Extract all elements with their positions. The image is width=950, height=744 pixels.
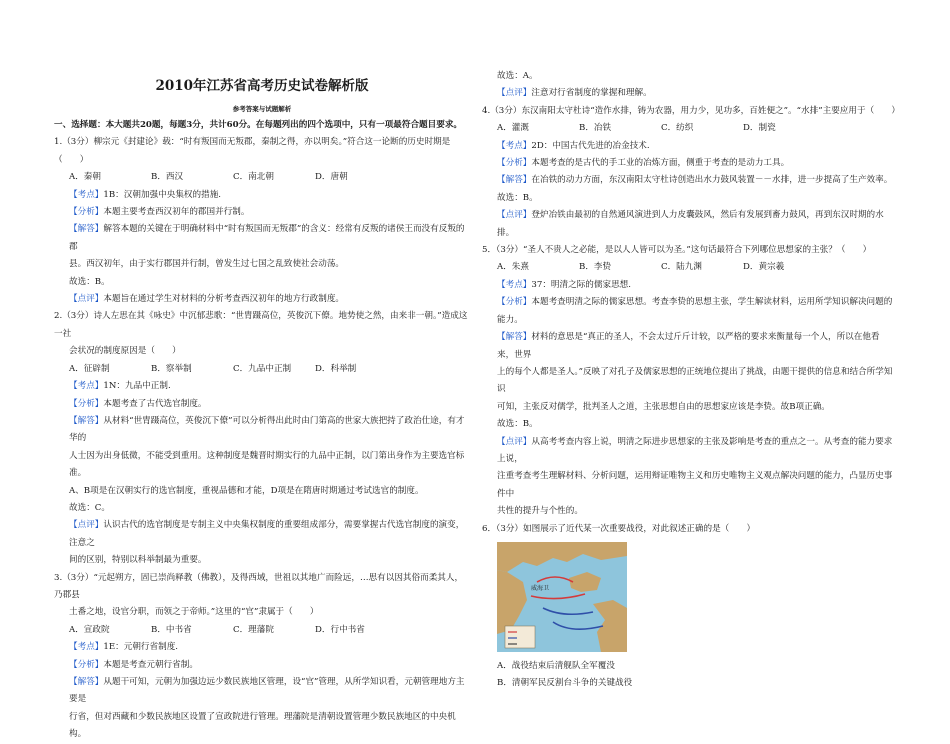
q5-dianping: 【点评】从高考考查内容上说，明清之际进步思想家的主张及影响是考查的重点之一。从考查的能力要求上说，: [497, 436, 893, 464]
q3-options: [54, 622, 470, 639]
q1-jieda-line2: 县。西汉初年，由于实行郡国并行制，曾发生过七国之乱致使社会动荡。: [69, 259, 345, 270]
q5-jieda-line3: 可知，主张反对儒学，批判圣人之道，主张思想自由的思想家应该是李贽。故B项正确。: [497, 401, 830, 412]
page-title: 2010年江苏省高考历史试卷解析版: [155, 78, 369, 94]
q5-fenxi: 【分析】本题考查明清之际的儒家思想。考查李贽的思想主张，学生解读材料，运用所学知识解决问题的能力。: [497, 297, 893, 325]
q1-dianping: 【点评】本题旨在通过学生对材料的分析考查西汉初年的地方行政制度。: [69, 294, 345, 305]
section-heading: 一、选择题：本大题共20题，每题3分，共计60分。在每题列出的四个选项中，只有一项最符合题目要求。: [54, 120, 463, 130]
q2-jieda: 【解答】从材料“世胄蹑高位，英俊沉下僚”可以分析得出此时由门第高的世家大族把持了政治仕途，有才华的: [69, 415, 465, 444]
q2-option-a: A．征辟制: [69, 363, 110, 374]
q1-option-d: D．唐朝: [315, 172, 348, 183]
q4-stem: 4.（3分）东汉南阳太守杜诗“造作水排，铸为农器，用力少，见功多，百姓便之”。“水排”主要应用于（ ）: [482, 105, 900, 116]
q4-kaodian: 【考点】2D：中国古代先进的冶金技术.: [497, 140, 650, 151]
q1-kaodian: 【考点】1B：汉朝加强中央集权的措施.: [69, 189, 222, 200]
q6-option-b: B．清朝军民反割台斗争的关键战役: [497, 678, 633, 689]
q3-answer: 故选：A。: [497, 71, 538, 81]
q3-dianping: 【点评】注意对行省制度的掌握和理解。: [497, 88, 652, 99]
q1-stem: 1.（3分）柳宗元《封建论》载：“时有叛国而无叛郡，秦制之得，亦以明矣。”符合这一论断的历史时期是（ ）: [54, 137, 451, 165]
q4-options: [482, 120, 896, 137]
q5-kaodian: 【考点】37：明清之际的儒家思想.: [497, 279, 631, 290]
q5-answer: 故选：B。: [497, 419, 538, 430]
q5-option-c: C．陆九渊: [661, 262, 702, 273]
q2-dianping-line2: 间的区别，特别以科举制最为重要。: [69, 555, 207, 566]
q5-dianping-line3: 共性的提升与个性的。: [497, 506, 583, 517]
right-column: [482, 0, 900, 693]
map-label-weihaiwei: 威海卫: [531, 584, 550, 592]
q1-option-c: C．南北朝: [233, 172, 274, 183]
q2-fenxi: 【分析】本题考查了古代选官制度。: [69, 398, 207, 409]
q4-option-c: C．纺织: [661, 123, 694, 134]
page-subtitle: 参考答案与试题解析: [232, 105, 292, 113]
q2-jieda-line2: 人士因为出身低微，不能受到重用。这种制度是魏晋时期实行的九品中正制，以门第出身作为主要选官标准。: [69, 450, 465, 479]
q2-option-c: C．九品中正制: [233, 363, 292, 374]
q3-option-c: C．理藩院: [233, 624, 274, 635]
q5-dianping-line2: 注重考查考生理解材料、分析问题，运用辩证唯物主义和历史唯物主义观点解决问题的能力，凸显历史事件中: [497, 471, 893, 499]
q1-options: [54, 169, 470, 186]
q2-option-b: B．察举制: [151, 363, 192, 374]
q3-option-d: D．行中书省: [315, 624, 365, 635]
q5-option-d: D．黄宗羲: [743, 262, 785, 273]
q2-stem: 2.（3分）诗人左思在其《咏史》中沉郁悲歌：“世胄蹑高位，英俊沉下僚。地势使之然，由来非一朝。”造成这一社: [54, 311, 468, 339]
q1-answer: 故选：B。: [69, 276, 110, 287]
q4-option-d: D．制瓷: [743, 123, 776, 134]
q3-option-a: A．宣政院: [69, 624, 110, 635]
q2-answer: 故选：C。: [69, 502, 110, 513]
q4-option-b: B．冶铁: [579, 123, 612, 134]
q2-stem-line2: 会状况的制度原因是（ ）: [69, 346, 181, 357]
q4-jieda: 【解答】在冶铁的动力方面，东汉南阳太守杜诗创造出水力鼓风装置－－水排，进一步提高了生产效率。: [497, 175, 893, 186]
q3-option-b: B．中书省: [151, 624, 192, 635]
q1-option-b: B．西汉: [151, 172, 184, 183]
q1-option-a: A．秦朝: [69, 172, 101, 183]
q1-jieda: 【解答】解答本题的关键在于明确材料中“时有叛国而无叛郡”的含义：经常有反叛的诸侯王而没有反叛的郡: [69, 224, 465, 252]
q4-dianping: 【点评】登炉冶铁由最初的自然通风演进到人力皮囊鼓风，然后有发展到畜力鼓风，再到东汉时期的水排。: [497, 210, 884, 238]
q1-fenxi: 【分析】本题主要考查西汉初年的郡国并行制。: [69, 207, 250, 218]
q3-stem-line2: 土番之地，设官分职，而领之于帝师。”这里的“官”隶属于（ ）: [69, 607, 319, 618]
q5-jieda: 【解答】材料的意思是“真正的圣人，不会太过斤斤计较，以严格的要求来衡量每一个人，所以在他看来，世界: [497, 332, 880, 360]
q2-dianping: 【点评】认识古代的选官制度是专制主义中央集权制度的重要组成部分，需要掌握古代选官制度的演变，注意之: [69, 520, 465, 548]
q3-fenxi: 【分析】本题是考查元朝行省制。: [69, 659, 198, 670]
q5-stem: 5．（3分）“圣人不贵人之必能，是以人人皆可以为圣。”这句话最符合下列哪位思想家的主张？（ ）: [482, 245, 872, 256]
q5-option-b: B．李贽: [579, 262, 612, 273]
q2-option-d: D．科举制: [315, 363, 357, 374]
q6-stem: 6．（3分）如图展示了近代某一次重要战役，对此叙述正确的是（ ）: [482, 523, 756, 534]
q4-option-a: A．灌溉: [497, 123, 529, 134]
q5-options: [482, 259, 896, 276]
q3-jieda-line2: 行省，但对西藏和少数民族地区设置了宣政院进行管理。理藩院是清朝设置管理少数民族地区的中央机构。: [69, 711, 456, 740]
map-legend: [505, 626, 535, 648]
q2-jieda-line3: A、B项是在汉朝实行的选官制度，重视品德和才能，D项是在隋唐时期通过考试选官的制度。: [69, 485, 424, 496]
q3-kaodian: 【考点】1E：元朝行省制度.: [69, 642, 179, 653]
q2-kaodian: 【考点】1N：九品中正制.: [69, 381, 171, 392]
q5-jieda-line2: 上的每个人都是圣人。”反映了对孔子及儒家思想的正统地位提出了挑战，由题干提供的信息和结合所学知识: [497, 366, 893, 395]
q4-answer: 故选：B。: [497, 192, 538, 203]
q4-fenxi: 【分析】本题考查的是古代的手工业的冶炼方面，侧重于考查的是动力工具。: [497, 158, 790, 169]
q3-jieda: 【解答】从题干可知，元朝为加强边远少数民族地区管理，设“官”管理，从所学知识看，元朝管理地方主要是: [69, 677, 465, 705]
q6-option-a: A．战役结束后清舰队全军覆没: [497, 660, 615, 671]
q5-option-a: A．朱熹: [497, 262, 529, 273]
left-column: [54, 0, 470, 744]
battle-map: [497, 542, 627, 652]
q2-options: [54, 361, 470, 378]
q3-stem: 3.（3分）“元起朔方，固已崇尚释教（佛教），及得西域，世祖以其地广而险远，…思有以因其俗而柔其人，乃郡县: [54, 572, 464, 600]
